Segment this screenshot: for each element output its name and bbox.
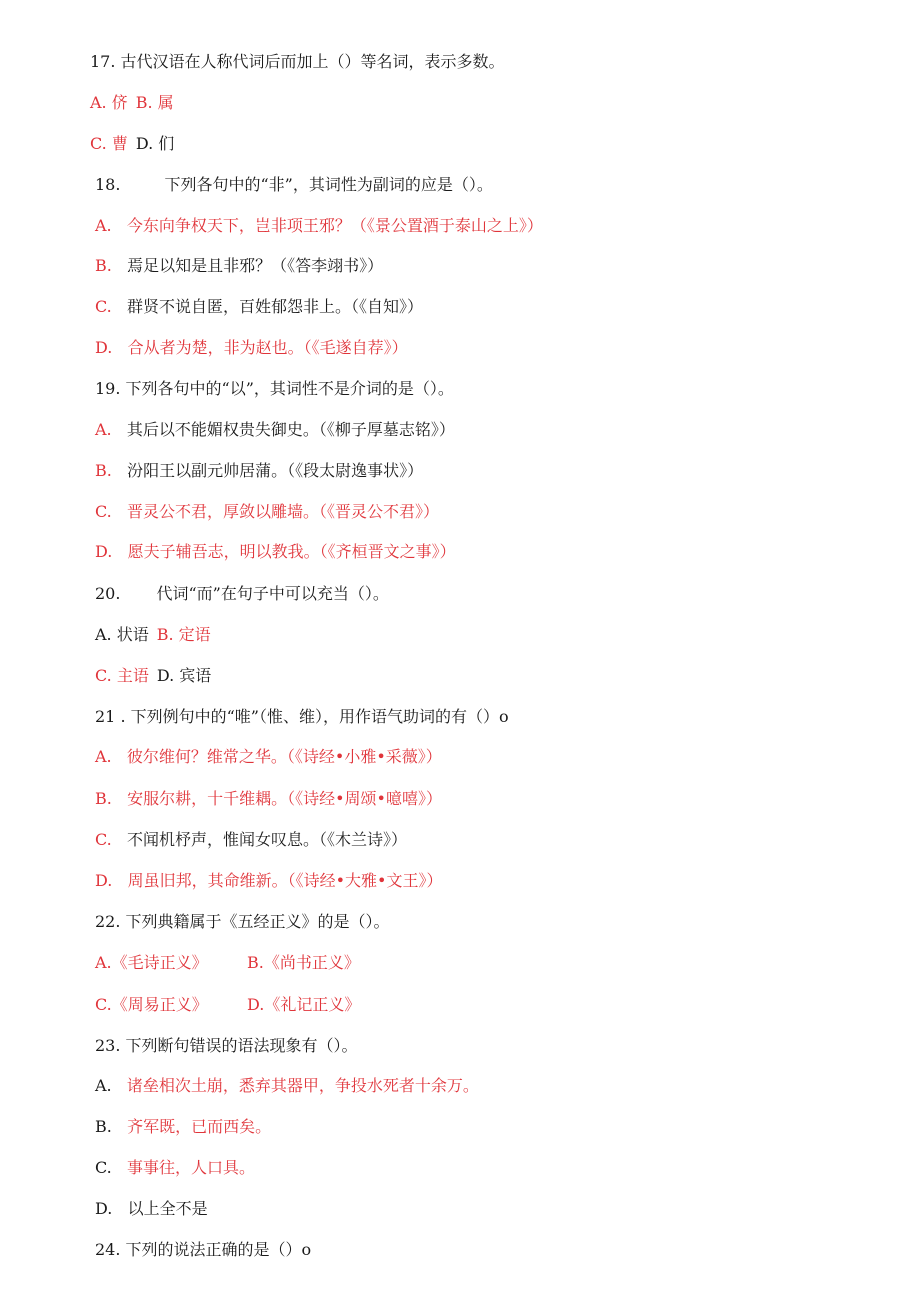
option-text: 周虽旧邦，其命维新。（《诗经•大雅•文王》） bbox=[127, 871, 443, 890]
option-a bbox=[95, 1076, 479, 1096]
option-text: 合从者为楚，非为赵也。（《毛遂自荐》） bbox=[127, 338, 408, 357]
option-a bbox=[95, 216, 543, 236]
option-letter: A. bbox=[95, 420, 112, 439]
option-c: C.《周易正义》 bbox=[95, 995, 208, 1014]
option-text: 齐军既，已而西矣。 bbox=[127, 1117, 272, 1136]
question-text: 22. 下列典籍属于《五经正义》的是（）。 bbox=[95, 912, 390, 931]
option-c bbox=[95, 297, 423, 317]
question-22 bbox=[95, 912, 390, 932]
option-letter: C. bbox=[95, 502, 112, 521]
option-c: C. 主语 bbox=[95, 666, 149, 685]
option-letter: A. bbox=[95, 1076, 112, 1095]
option-a: A.《毛诗正义》 bbox=[95, 953, 208, 972]
option-b bbox=[95, 256, 383, 276]
option-d bbox=[95, 542, 456, 562]
option-text: 其后以不能媚权贵失御史。（《柳子厚墓志铭》） bbox=[126, 420, 455, 439]
option-c bbox=[95, 830, 407, 850]
option-letter: A. bbox=[95, 747, 112, 766]
question-number: 18. bbox=[95, 175, 121, 194]
question-text: 19. 下列各句中的“以”，其词性不是介词的是（）。 bbox=[95, 379, 454, 398]
option-row bbox=[95, 666, 211, 686]
option-letter: D. bbox=[95, 542, 113, 561]
option-b bbox=[95, 789, 442, 809]
option-c bbox=[95, 1158, 255, 1178]
question-text: 24. 下列的说法正确的是（）o bbox=[95, 1240, 312, 1259]
option-text: 不闻机杼声，惟闻女叹息。（《木兰诗》） bbox=[127, 830, 408, 849]
option-a: A. 状语 bbox=[95, 625, 149, 644]
option-text: 事事往，人口具。 bbox=[127, 1158, 256, 1177]
option-d: D. 们 bbox=[135, 134, 175, 153]
question-text: 17. 古代汉语在人称代词后而加上（）等名词，表示多数。 bbox=[90, 52, 505, 71]
option-letter: C. bbox=[95, 297, 112, 316]
question-24 bbox=[95, 1240, 311, 1260]
option-b: B. 属 bbox=[135, 93, 174, 112]
option-d: D. 宾语 bbox=[156, 666, 212, 685]
question-21 bbox=[95, 707, 509, 727]
option-c bbox=[95, 502, 439, 522]
option-b bbox=[95, 1117, 271, 1137]
option-letter: C. bbox=[95, 1158, 112, 1177]
option-d bbox=[95, 338, 408, 358]
option-row bbox=[95, 625, 211, 645]
question-text: 代词“而”在句子中可以充当（）。 bbox=[156, 584, 389, 603]
question-20 bbox=[95, 584, 389, 604]
option-text: 诸垒相次土崩，悉弃其器甲，争投水死者十余万。 bbox=[126, 1076, 479, 1095]
question-23 bbox=[95, 1036, 358, 1056]
option-letter: B. bbox=[95, 789, 112, 808]
option-text: 安服尔耕，十千维耦。（《诗经•周颂•噫嘻》） bbox=[127, 789, 442, 808]
option-text: 以上全不是 bbox=[127, 1199, 208, 1218]
question-text: 下列各句中的“非”，其词性为副词的应是（）。 bbox=[164, 175, 493, 194]
question-number: 20. bbox=[95, 584, 121, 603]
option-text: 汾阳王以副元帅居蒲。（《段太尉逸事状》） bbox=[127, 461, 424, 480]
option-row bbox=[90, 134, 174, 154]
question-17 bbox=[90, 52, 505, 72]
option-letter: D. bbox=[95, 871, 113, 890]
option-letter: B. bbox=[95, 461, 112, 480]
question-text: 23. 下列断句错误的语法现象有（）。 bbox=[95, 1036, 358, 1055]
option-text: 焉足以知是且非邪？（《答李翊书》） bbox=[127, 256, 384, 275]
option-text: 今东向争权天下，岂非项王邪？（《景公置酒于泰山之上》） bbox=[126, 216, 543, 235]
option-a: A. 侪 bbox=[90, 93, 128, 112]
option-a bbox=[95, 420, 455, 440]
question-text: 21 . 下列例句中的“唯”（惟、维），用作语气助词的有（）o bbox=[95, 707, 509, 726]
option-text: 晋灵公不君，厚敛以雕墙。（《晋灵公不君》） bbox=[127, 502, 440, 521]
option-row bbox=[90, 93, 174, 113]
option-row bbox=[95, 953, 360, 973]
option-text: 彼尔维何？维常之华。（《诗经•小雅•采薇》） bbox=[126, 747, 442, 766]
option-b bbox=[95, 461, 423, 481]
option-a bbox=[95, 747, 442, 767]
option-letter: A. bbox=[95, 216, 112, 235]
option-text: 愿夫子辅吾志，明以教我。（《齐桓晋文之事》） bbox=[127, 542, 456, 561]
option-d bbox=[95, 1199, 208, 1219]
option-b: B.《尚书正义》 bbox=[247, 953, 360, 972]
option-letter: B. bbox=[95, 1117, 112, 1136]
question-18 bbox=[95, 175, 493, 195]
option-letter: D. bbox=[95, 338, 113, 357]
question-19 bbox=[95, 379, 454, 399]
option-d bbox=[95, 871, 443, 891]
option-letter: D. bbox=[95, 1199, 113, 1218]
option-text: 群贤不说自匿，百姓郁怨非上。（《自知》） bbox=[127, 297, 424, 316]
option-b: B. 定语 bbox=[156, 625, 211, 644]
option-c: C. 曹 bbox=[90, 134, 128, 153]
option-letter: B. bbox=[95, 256, 112, 275]
option-row bbox=[95, 995, 360, 1015]
option-letter: C. bbox=[95, 830, 112, 849]
option-d: D.《礼记正义》 bbox=[247, 995, 361, 1014]
